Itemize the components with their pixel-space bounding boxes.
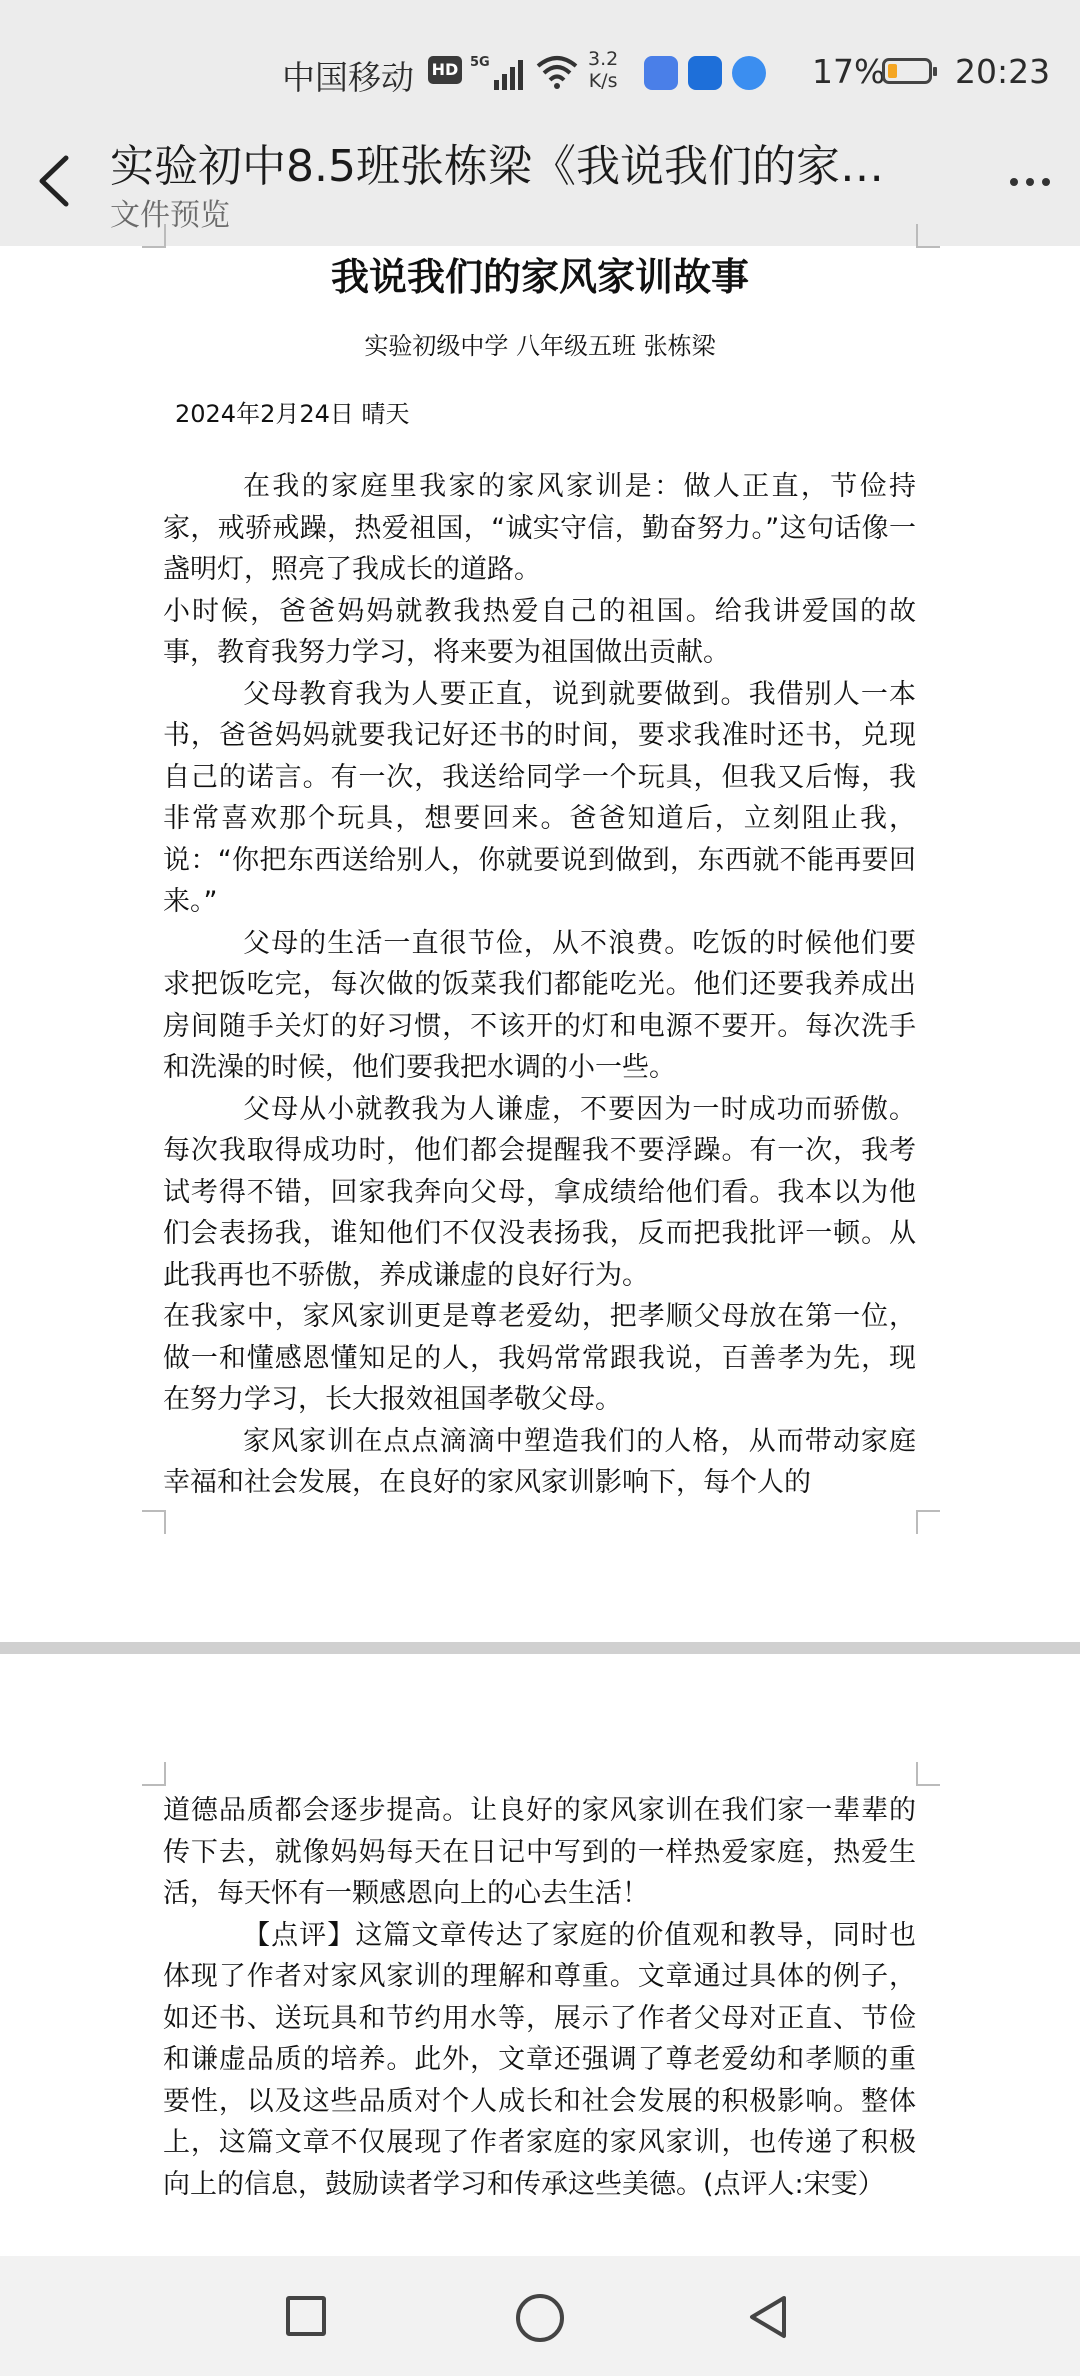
battery-percent: 17%: [812, 52, 886, 91]
speed-value: 3.2: [588, 48, 619, 70]
paragraph: 父母的生活一直很节俭，从不浪费。吃饭的时候他们要求把饭吃完，每次做的饭菜我们都能吃光。他们还要我养成出房间随手关灯的好习惯，不该开的灯和电源不要开。每次洗手和洗澡的时候，他们要我把水调的小一些。: [163, 927, 916, 1083]
document-name: 实验初中8.5班张栋梁《我说我们的家…: [110, 141, 884, 192]
clock: 20:23: [955, 52, 1051, 91]
crop-mark: [142, 224, 166, 248]
speed-unit: K/s: [588, 70, 618, 92]
circle-icon[interactable]: [516, 2294, 564, 2342]
paragraph: 在我的家庭里我家的家风家训是：做人正直，节俭持家，戒骄戒躁，热爱祖国，“诚实守信，勤奋努力。”这句话像一盏明灯，照亮了我成长的道路。: [163, 471, 916, 585]
document-title: 我说我们的家风家训故事: [330, 255, 749, 299]
back-arrow-icon[interactable]: [30, 146, 80, 216]
crop-mark: [142, 1762, 166, 1786]
cloud-notification-icon: [732, 56, 766, 90]
document-page-1[interactable]: [0, 246, 1080, 1646]
network-speed: [588, 48, 618, 92]
crop-mark: [142, 1510, 166, 1534]
paragraph: 道德品质都会逐步提高。让良好的家风家训在我们家一辈辈的传下去，就像妈妈每天在日记中写到的一样热爱家庭，热爱生活，每天怀有一颗感恩向上的心去生活！: [163, 1795, 916, 1909]
paragraph: 父母从小就教我为人谦虚，不要因为一时成功而骄傲。每次我取得成功时，他们都会提醒我不要浮躁。有一次，我考试考得不错，回家我奔向父母，拿成绩给他们看。我本以为他们会表扬我，谁知他们不仅没表扬我，反而把我批评一顿。从此我再也不骄傲，养成谦虚的良好行为。: [163, 1093, 916, 1291]
document-body: [163, 466, 916, 1504]
crop-mark: [916, 1510, 940, 1534]
signal-icon: [470, 52, 532, 92]
square-icon[interactable]: [286, 2296, 326, 2336]
system-nav-bar: [0, 2256, 1080, 2376]
paragraph: 家风家训在点点滴滴中塑造我们的人格，从而带动家庭幸福和社会发展，在良好的家风家训影响下，每个人的: [163, 1425, 916, 1498]
status-bar: [0, 0, 1080, 140]
network-type: 5G: [470, 55, 490, 70]
document-author: 实验初级中学 八年级五班 张栋梁: [364, 332, 716, 360]
battery-icon: [882, 58, 932, 84]
paragraph: 小时候，爸爸妈妈就教我热爱自己的祖国。给我讲爱国的故事，教育我努力学习，将来要为祖国做出贡献。: [163, 595, 916, 668]
app-notification-icon: [688, 56, 722, 90]
paragraph: 在我家中，家风家训更是尊老爱幼，把孝顺父母放在第一位，做一和懂感恩懂知足的人，我妈常常跟我说，百善孝为先，现在努力学习，长大报效祖国孝敬父母。: [163, 1301, 916, 1415]
carrier-label: 中国移动: [282, 58, 414, 97]
document-date: 2024年2月24日 晴天: [175, 400, 410, 428]
triangle-back-icon[interactable]: [744, 2292, 792, 2342]
app-notification-icon: [644, 56, 678, 90]
document-page-2[interactable]: [0, 1660, 1080, 2260]
document-body: [163, 1790, 916, 2205]
crop-mark: [916, 224, 940, 248]
wifi-icon: [536, 54, 578, 90]
crop-mark: [916, 1762, 940, 1786]
paragraph: 父母教育我为人要正直，说到就要做到。我借别人一本书，爸爸妈妈就要我记好还书的时间，要求我准时还书，兑现自己的诺言。有一次，我送给同学一个玩具，但我又后悔，我非常喜欢那个玩具，想要回来。爸爸知道后，立刻阻止我，说：“你把东西送给别人，你就要说到做到，东西就不能再要回来。”: [163, 678, 916, 917]
preview-label: 文件预览: [110, 198, 230, 233]
page-separator: [0, 1642, 1080, 1654]
paragraph: 【点评】这篇文章传达了家庭的价值观和教导，同时也体现了作者对家风家训的理解和尊重。文章通过具体的例子，如还书、送玩具和节约用水等，展示了作者父母对正直、节俭和谦虚品质的培养。此外，文章还强调了尊老爱幼和孝顺的重要性，以及这些品质对个人成长和社会发展的积极影响。整体上，这篇文章不仅展现了作者家庭的家风家训，也传递了积极向上的信息，鼓励读者学习和传承这些美德。(点评人:宋雯）: [163, 1919, 916, 2200]
more-dots-icon[interactable]: [1000, 162, 1060, 202]
hd-badge: HD: [428, 56, 462, 84]
